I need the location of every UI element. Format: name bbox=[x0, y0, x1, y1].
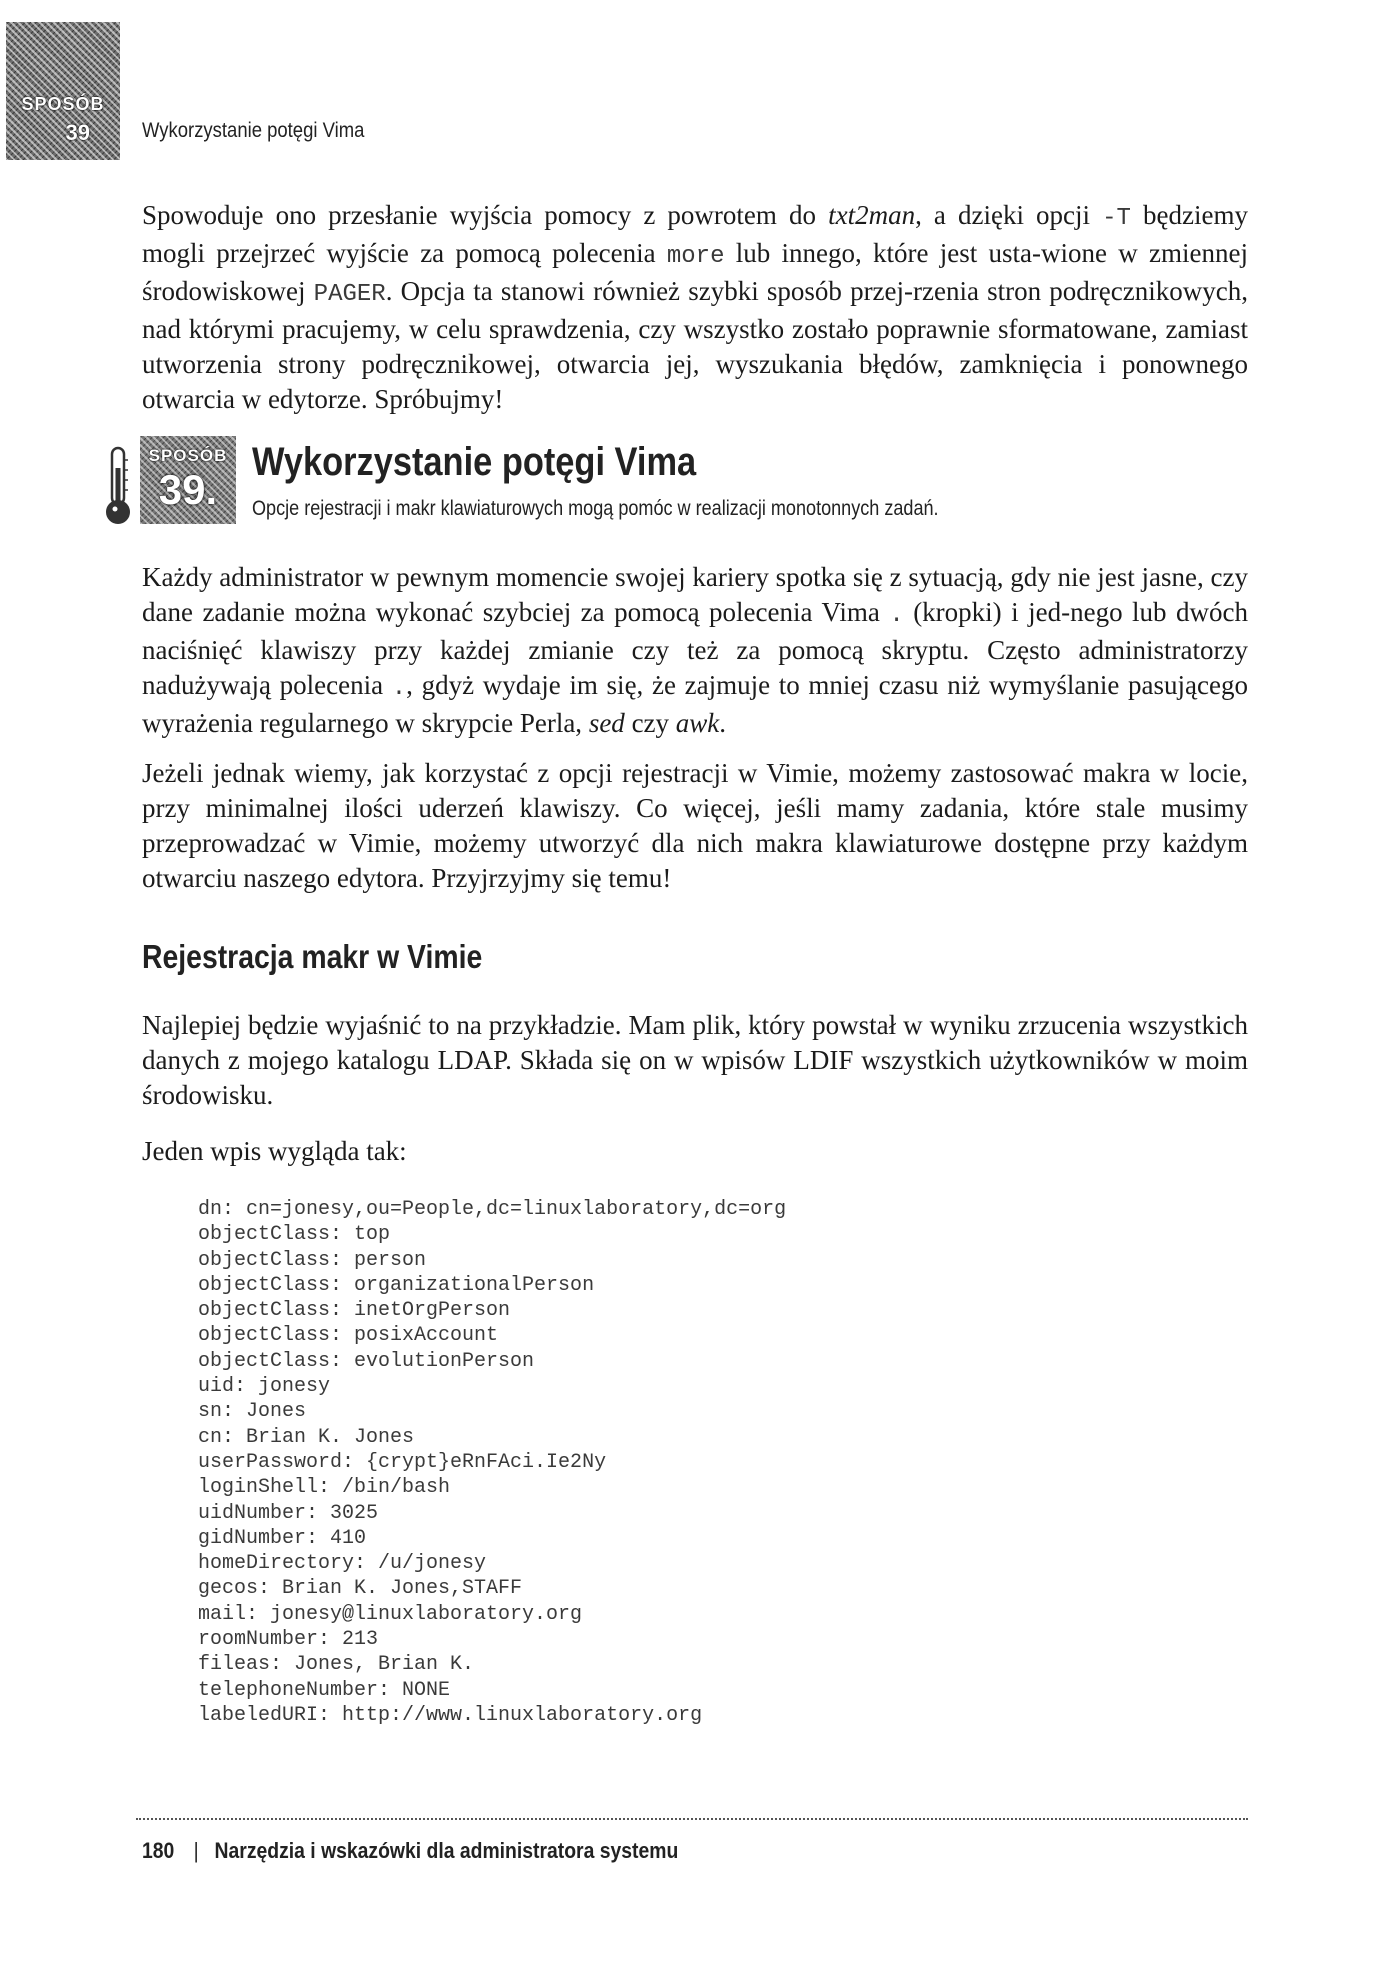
body-paragraph-1: Każdy administrator w pewnym momencie swojej kariery spotka się z sytuacją, gdy nie jest jasne, czy dane zadanie można wykonać szybciej za pomocą polecenia Vima . (kropki) i jed-nego lub dwóch naciśnięć klawiszy przy każdej zmianie czy też za pomocą skryptu. Często administratorzy nadużywają polecenia ., gdyż wydaje im się, że zajmuje to mniej czasu niż wymyślanie pasującego wyrażenia regularnego w skrypcie Perla, sed czy awk. bbox=[142, 562, 1249, 738]
option-code: -T bbox=[1102, 205, 1131, 232]
code-line: objectClass: evolutionPerson bbox=[198, 1349, 535, 1373]
code-line: objectClass: person bbox=[198, 1248, 427, 1272]
code-line: uid: jonesy bbox=[198, 1375, 331, 1399]
sed-term: sed bbox=[588, 708, 625, 738]
pager-code: PAGER bbox=[313, 281, 386, 308]
code-line: roomNumber: 213 bbox=[198, 1628, 379, 1652]
page-footer bbox=[142, 1838, 678, 1864]
hack-badge-number: 39. bbox=[158, 466, 218, 513]
page-number: 180 bbox=[142, 1838, 175, 1863]
body-paragraph-2: Jeżeli jednak wiemy, jak korzystać z opcji rejestracji w Vimie, możemy zastosować makra w locie, przy minimalnej ilości uderzeń klawiszy. Co więcej, jeśli mamy zadania, które stale musimy przeprowadzać w Vimie, możemy utworzyć dla nich makra klawiaturowe dostępne przy każdym otwarciu naszego edytora. Przyjrzyjmy się temu! bbox=[142, 758, 1248, 893]
code-line: mail: jonesy@linuxlaboratory.org bbox=[198, 1602, 583, 1626]
code-line: userPassword: {crypt}eRnFAci.Ie2Ny bbox=[198, 1450, 607, 1474]
hack-subtitle: Opcje rejestracji i makr klawiaturowych mogą pomóc w realizacji monotonnych zadań. bbox=[252, 497, 939, 520]
code-line: objectClass: inetOrgPerson bbox=[198, 1299, 511, 1323]
code-line: gecos: Brian K. Jones,STAFF bbox=[198, 1577, 523, 1601]
code-line: uidNumber: 3025 bbox=[198, 1501, 379, 1525]
header-sposob-badge bbox=[6, 22, 120, 160]
dot-command-code: . bbox=[391, 675, 407, 702]
code-line: telephoneNumber: NONE bbox=[198, 1678, 451, 1702]
section-heading: Rejestracja makr w Vimie bbox=[142, 938, 483, 975]
hack-sposob-badge bbox=[140, 436, 236, 524]
header-badge-number: 39 bbox=[65, 120, 90, 145]
thermometer-icon bbox=[104, 446, 132, 526]
code-line: dn: cn=jonesy,ou=People,dc=linuxlaboratory,dc=org bbox=[198, 1198, 787, 1221]
footer-rule bbox=[136, 1818, 1248, 1820]
txt2man-term: txt2man bbox=[828, 200, 916, 230]
code-line: cn: Brian K. Jones bbox=[198, 1425, 415, 1449]
code-line: gidNumber: 410 bbox=[198, 1526, 367, 1550]
code-line: objectClass: top bbox=[198, 1223, 391, 1247]
ldif-code-listing bbox=[198, 1197, 786, 1728]
header-badge-word: SPOSÓB bbox=[21, 94, 105, 114]
code-line: homeDirectory: /u/jonesy bbox=[198, 1552, 487, 1576]
code-line: labeledURI: http://www.linuxlaboratory.org bbox=[198, 1703, 703, 1727]
more-code: more bbox=[666, 243, 725, 270]
code-line: loginShell: /bin/bash bbox=[198, 1476, 451, 1500]
body-paragraph-3: Najlepiej będzie wyjaśnić to na przykładzie. Mam plik, który powstał w wyniku zrzucenia wszystkich danych z mojego katalogu LDAP. Składa się on w wpisów LDIF wszystkich użytkowników w moim środowisku. bbox=[142, 1010, 1248, 1110]
code-line: objectClass: organizationalPerson bbox=[198, 1273, 595, 1297]
book-title: Narzędzia i wskazówki dla administratora systemu bbox=[214, 1838, 679, 1863]
code-line: objectClass: posixAccount bbox=[198, 1324, 499, 1348]
code-line: fileas: Jones, Brian K. bbox=[198, 1653, 475, 1677]
running-header-title: Wykorzystanie potęgi Vima bbox=[142, 119, 365, 142]
hack-badge-word: SPOSÓB bbox=[148, 446, 228, 465]
awk-term: awk bbox=[675, 708, 720, 738]
footer-separator: | bbox=[193, 1838, 199, 1863]
code-line: sn: Jones bbox=[198, 1400, 307, 1424]
body-paragraph-4: Jeden wpis wygląda tak: bbox=[142, 1136, 407, 1166]
intro-paragraph: Spowoduje ono przesłanie wyjścia pomocy z powrotem do txt2man, a dzięki opcji -T będziemy mogli przejrzeć wyjście za pomocą polecenia more lub innego, które jest usta-wione w zmiennej środowiskowej PAGER. Opcja ta stanowi również szybki sposób przej-rzenia stron podręcznikowych, nad którymi pracujemy, w celu sprawdzenia, czy wszystko zostało poprawnie sformatowane, zamiast utworzenia strony podręcznikowej, otwarcia jej, wyszukania błędów, zamknięcia i ponownego otwarcia w edytorze. Spróbujmy! bbox=[142, 200, 1248, 414]
dot-command-code: . bbox=[889, 602, 904, 629]
hack-title: Wykorzystanie potęgi Vima bbox=[252, 440, 697, 484]
